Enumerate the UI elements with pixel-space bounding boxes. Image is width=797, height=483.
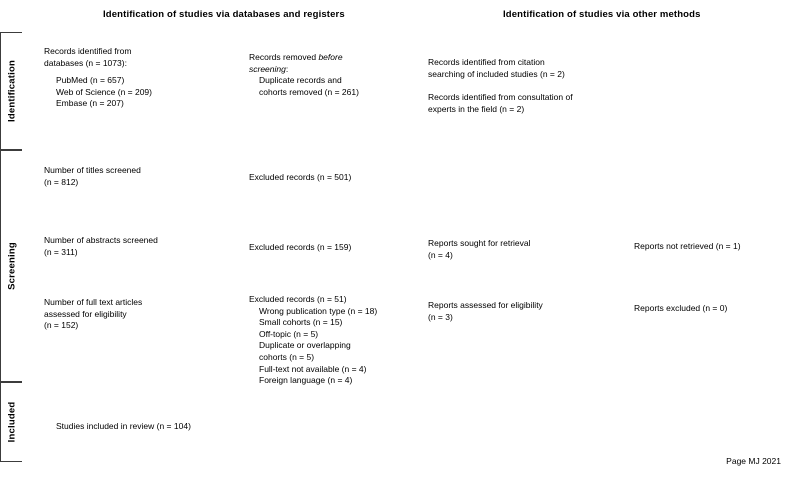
exclusion-reason-fulltext-not-available: Full-text not available (n = 4) xyxy=(259,363,367,374)
box-excluded-records-fulltext xyxy=(249,294,431,387)
reports-sought-count: (n = 4) xyxy=(428,249,453,260)
records-removed-line-1 xyxy=(249,52,424,64)
stage-label-included: Included xyxy=(6,401,17,443)
exclusion-reason-off-topic: Off-topic (n = 5) xyxy=(259,328,319,339)
box-reports-assessed-for-eligibility xyxy=(428,300,613,323)
reports-assessed-count: (n = 3) xyxy=(428,311,453,322)
stage-rail-identification xyxy=(0,32,22,150)
records-removed-screening-italic: screening xyxy=(249,63,286,74)
box-records-removed-before-screening xyxy=(249,52,424,98)
abstracts-screened-count: (n = 311) xyxy=(44,246,78,257)
exclusion-reason-duplicate-overlapping-line-1: Duplicate or overlapping xyxy=(259,340,351,351)
citation-searching-line-2: searching of included studies (n = 2) xyxy=(428,68,565,79)
abstracts-screened-line-1: Number of abstracts screened xyxy=(44,235,158,245)
records-removed-detail-2: cohorts removed (n = 261) xyxy=(259,86,359,97)
records-removed-before-italic: before xyxy=(318,52,343,62)
box-studies-included-in-review xyxy=(56,421,286,433)
header-other-methods: Identification of studies via other methods xyxy=(503,9,701,20)
excluded-records-159: Excluded records (n = 159) xyxy=(249,242,352,252)
reports-excluded-line-1: Reports excluded (n = 0) xyxy=(634,303,728,313)
box-full-text-articles-assessed xyxy=(44,297,234,332)
exclusion-reason-foreign-language: Foreign language (n = 4) xyxy=(259,375,353,386)
titles-screened-line-1: Number of titles screened xyxy=(44,165,141,175)
fulltext-assessed-count: (n = 152) xyxy=(44,320,79,331)
stage-label-identification: Identification xyxy=(6,60,17,122)
box-excluded-records-abstracts xyxy=(249,242,424,254)
fulltext-assessed-line-2: assessed for eligibility xyxy=(44,308,127,319)
box-abstracts-screened xyxy=(44,235,234,258)
excluded-records-51-heading: Excluded records (n = 51) xyxy=(249,294,347,304)
box-records-identified-from-databases xyxy=(44,46,234,110)
records-identified-line-1: Records identified from xyxy=(44,46,132,56)
box-excluded-records-titles xyxy=(249,172,424,184)
excluded-records-501: Excluded records (n = 501) xyxy=(249,172,352,182)
box-reports-sought-for-retrieval xyxy=(428,238,613,261)
records-identified-source-pubmed: PubMed (n = 657) xyxy=(56,75,125,86)
box-reports-excluded xyxy=(634,303,797,315)
box-titles-screened xyxy=(44,165,234,188)
footer-credit: Page MJ 2021 xyxy=(726,456,781,466)
studies-included-line-1: Studies included in review (n = 104) xyxy=(56,421,191,431)
titles-screened-count: (n = 812) xyxy=(44,176,79,187)
expert-consultation-line-1: Records identified from consultation of xyxy=(428,92,573,102)
records-identified-line-2: databases (n = 1073): xyxy=(44,57,127,68)
box-records-identified-citation-searching xyxy=(428,57,613,80)
records-identified-source-web-of-science: Web of Science (n = 209) xyxy=(56,86,152,97)
records-removed-line-2 xyxy=(249,64,424,76)
records-removed-line-2-post: : xyxy=(285,63,289,74)
reports-assessed-line-1: Reports assessed for eligibility xyxy=(428,300,543,310)
citation-searching-line-1: Records identified from citation xyxy=(428,57,545,67)
stage-rail-screening xyxy=(0,150,22,382)
box-reports-not-retrieved xyxy=(634,241,797,253)
exclusion-reason-small-cohorts: Small cohorts (n = 15) xyxy=(259,317,343,328)
stage-rail-included xyxy=(0,382,22,462)
exclusion-reason-wrong-publication-type: Wrong publication type (n = 18) xyxy=(259,305,378,316)
header-databases-registers: Identification of studies via databases and registers xyxy=(103,9,345,20)
records-removed-detail-1: Duplicate records and xyxy=(259,75,342,86)
box-records-identified-expert-consultation xyxy=(428,92,618,115)
reports-sought-line-1: Reports sought for retrieval xyxy=(428,238,531,248)
fulltext-assessed-line-1: Number of full text articles xyxy=(44,297,143,307)
reports-not-retrieved-line-1: Reports not retrieved (n = 1) xyxy=(634,241,741,251)
records-removed-line-1-pre: Records removed xyxy=(249,52,319,62)
stage-label-screening: Screening xyxy=(6,242,17,290)
exclusion-reason-duplicate-overlapping-line-2: cohorts (n = 5) xyxy=(259,351,315,362)
expert-consultation-line-2: experts in the field (n = 2) xyxy=(428,103,525,114)
records-identified-source-embase: Embase (n = 207) xyxy=(56,98,124,109)
